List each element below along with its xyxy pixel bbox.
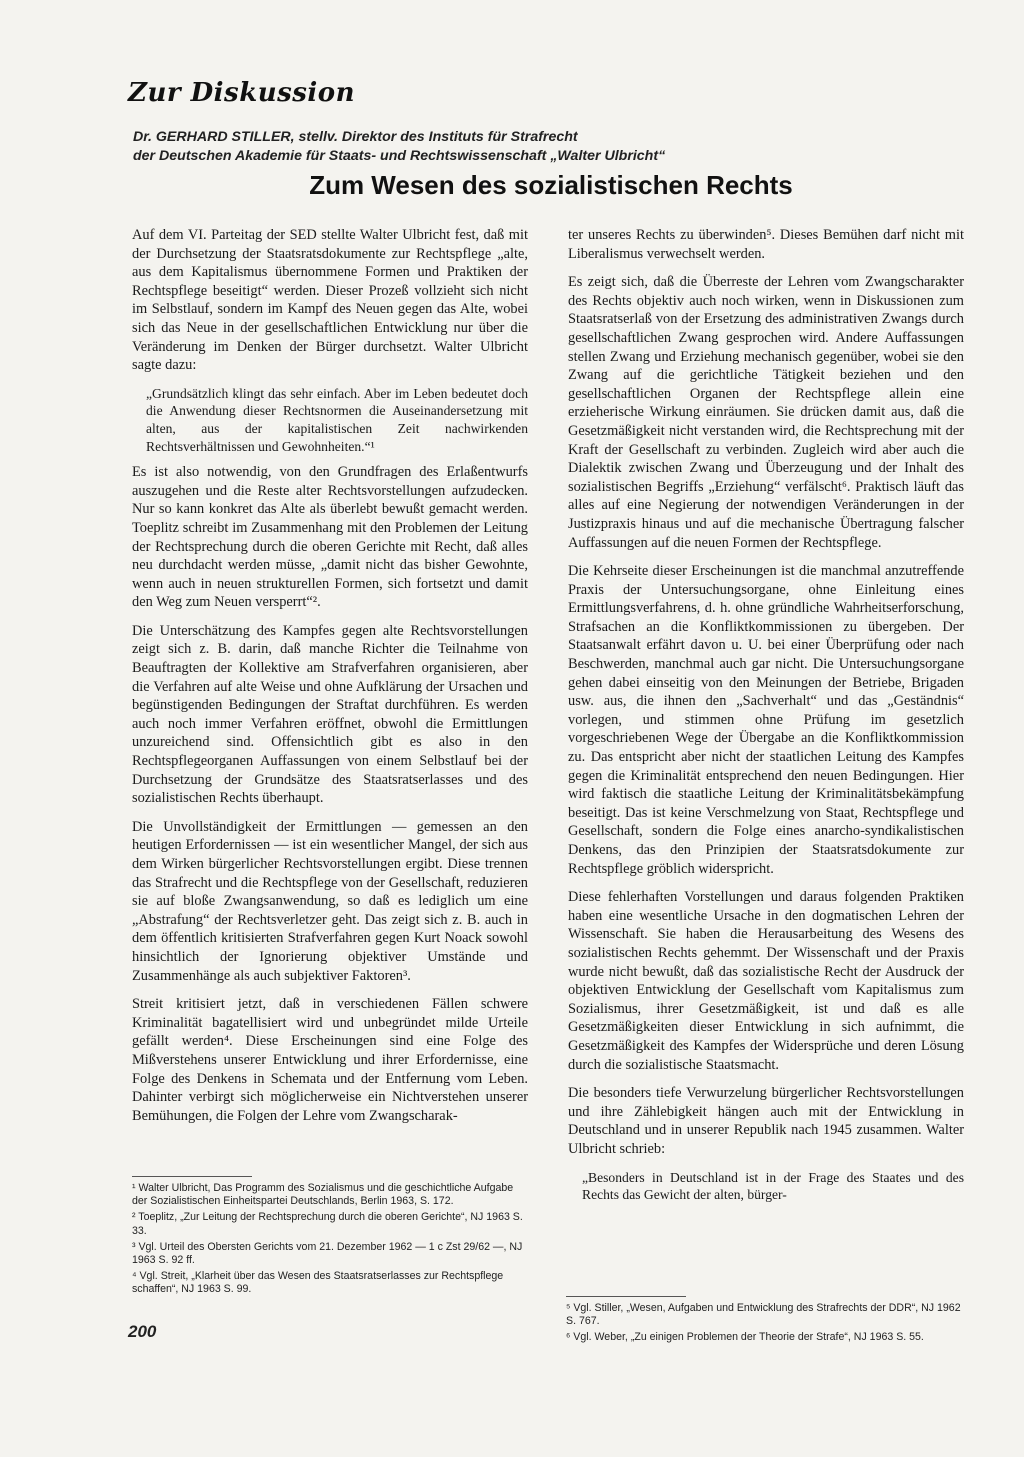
paragraph: Die Unvollständigkeit der Ermittlungen — gemessen an den heutigen Erfordernissen — ist ein wesentlicher Mangel, der sich aus dem Wirken bürgerlicher Rechtsvorstellungen ergibt. Diese trennen das Strafrecht und die Rechtspflege von der Gesellschaft, reduzieren sie auf bloße Zwangsanwendung, so daß es lediglich um eine „Abstrafung“ der Rechtsverletzer geht. Das zeigt sich z. B. auch in dem öffentlich kritisierten Strafverfahren gegen Kurt Noack sowohl hinsichtlich der Ignorierung objektiver Umstände und Zusammenhänge als auch subjektiver Faktoren³. <box>132 818 528 984</box>
author-line-2: der Deutschen Akademie für Staats- und Rechtswissenschaft „Walter Ulbricht“ <box>133 148 666 164</box>
footnote: ⁵ Vgl. Stiller, „Wesen, Aufgaben und Entwicklung des Strafrechts der DDR“, NJ 1962 S. 767. <box>566 1302 961 1328</box>
footnotes-left <box>132 1182 530 1300</box>
section-rubric: Zur Diskussion <box>128 78 356 108</box>
block-quote: „Grundsätzlich klingt das sehr einfach. Aber im Leben bedeutet doch die Anwendung dieser Rechtsnormen die Auseinandersetzung mit alten, aus der kapitalistischen Zeit nachwirkenden Rechtsverhältnissen und Gewohnheiten.“¹ <box>146 385 528 454</box>
paragraph: Streit kritisiert jetzt, daß in verschiedenen Fällen schwere Kriminalität bagatellisiert wird und unbegründet milde Urteile gefällt werden⁴. Diese Erscheinungen sind eine Folge des Mißverstehens unserer Entwicklung und ihrer Erfordernisse, eine Folge des Denkens in Schemata und der Entfernung vom Leben. Dahinter verbirgt sich möglicherweise ein Nichtverstehen unserer Bemühungen, die Folgen der Lehre vom Zwangscharak- <box>132 996 528 1124</box>
footnote: ¹ Walter Ulbricht, Das Programm des Sozialismus und die geschichtliche Aufgabe der Sozialistischen Einheitspartei Deutschlands, Berlin 1963, S. 172. <box>132 1182 514 1208</box>
footnote: ⁶ Vgl. Weber, „Zu einigen Problemen der Theorie der Strafe“, NJ 1963 S. 55. <box>566 1331 924 1344</box>
page-number: 200 <box>128 1322 157 1341</box>
footnote: ² Toeplitz, „Zur Leitung der Rechtsprechung durch die oberen Gerichte“, NJ 1963 S. 33. <box>132 1211 523 1237</box>
block-quote: „Besonders in Deutschland ist in der Frage des Staates und des Rechts das Gewicht der alten, bürger- <box>582 1169 964 1203</box>
paragraph: Die Kehrseite dieser Erscheinungen ist die manchmal anzutreffende Praxis der Untersuchungsorgane, ohne Einleitung eines Ermittlungsverfahrens, d. h. ohne gründliche Wahrheitserforschung, Strafsachen an die Konfliktkommissionen zu übergeben. Der Staatsanwalt erfährt davon u. U. bei einer Überprüfung oder nach Beschwerden, manchmal auch gar nicht. Die Untersuchungsorgane gehen dabei einseitig von den Meinungen der Betriebe, Brigaden usw. aus, die ihnen den „Sachverhalt“ und das „Geständnis“ vorlegen, und stimmen ohne Prüfung im gesetzlich vorgeschriebenen Wege der Übergabe an die Konfliktkommission zu. Das entspricht aber nicht der staatlichen Leitung des Kampfes gegen die Kriminalität entsprechend den neuen Bedingungen. Hier wird faktisch die staatliche Leitung der Kriminalitätsbekämpfung beseitigt. Das ist keine Verschmelzung von Staat, Rechtspflege und Gesellschaft, sondern die Folge eines anarcho-syndikalistischen Denkens, das den Prinzipien der Staatsratsdokumente zur Rechtspflege gröblich widerspricht. <box>568 563 964 877</box>
footnote: ³ Vgl. Urteil des Obersten Gerichts vom 21. Dezember 1962 — 1 c Zst 29/62 —, NJ 1963 S. 92 ff. <box>132 1240 523 1267</box>
footnote: ⁴ Vgl. Streit, „Klarheit über das Wesen des Staatsratserlasses zur Rechtspflege schaffen“, NJ 1963 S. 99. <box>132 1270 504 1296</box>
paragraph: Es ist also notwendig, von den Grundfragen des Erlaßentwurfs auszugehen und die Reste alter Rechtsvorstellungen aufzudecken. Nur so kann konkret das Alte als überlebt bewußt gemacht werden. Toeplitz schreibt im Zusammenhang mit den Problemen der Leitung der Rechtsprechung durch die oberen Gerichte mit Recht, daß alles neu durchdacht werden müsse, „damit nicht das bisher Gewohnte, wenn auch in neuen strukturellen Formen, sich fortsetzt und damit den Weg zum Neuen versperrt“². <box>132 464 528 611</box>
paragraph: ter unseres Rechts zu überwinden⁵. Dieses Bemühen darf nicht mit Liberalismus verwechselt werden. <box>568 227 964 262</box>
footnotes-right <box>566 1302 964 1348</box>
left-column <box>132 226 528 1135</box>
paragraph: Die Unterschätzung des Kampfes gegen alte Rechtsvorstellungen zeigt sich z. B. darin, daß manche Richter die Teilnahme von Beauftragten der Kollektive am Strafverfahren organisieren, aber die Verfahren auf alte Weise und ohne Aufklärung der Ursachen und begünstigenden Bedingungen der Straftat durchführen. Es werden auch noch immer Verfahren eröffnet, obwohl die Ermittlungen unzureichend sind. Offensichtlich gibt es also in den Rechtspflegeorganen Auffassungen von einem Selbstlauf bei der Durchsetzung der Grundsätze des Staatsratserlasses und des sozialistischen Rechts überhaupt. <box>132 622 528 807</box>
right-column <box>568 226 964 1212</box>
footnote-divider <box>132 1176 252 1177</box>
paragraph: Auf dem VI. Parteitag der SED stellte Walter Ulbricht fest, daß mit der Durchsetzung der Staatsratsdokumente zur Rechtspflege „alte, aus dem Kapitalismus übernommene Formen und Praktiken der Rechtspflege beseitigt“ werden. Dieser Prozeß vollzieht sich nicht im Selbstlauf, sondern im Kampf des Neuen gegen das Alte, wobei sich das Neue in der gesellschaftlichen Entwicklung nur über die Veränderung im Denken der Bürger durchsetzt. Walter Ulbricht sagte dazu: <box>132 227 528 374</box>
paragraph: Diese fehlerhaften Vorstellungen und daraus folgenden Praktiken haben eine wesentliche Ursache in den dogmatischen Lehren der Wissenschaft. Sie haben die Herausarbeitung des Wesens des sozialistischen Rechts gehemmt. Der Wissenschaft und der Praxis wurde nicht bewußt, daß das sozialistische Recht der Ausdruck der objektiven Entwicklung der Gesellschaft vom Kapitalismus zum Sozialismus, ihrer Gesetzmäßigkeit, ist und daß es alle Gesetzmäßigkeiten dieser Entwicklung in sich aufnimmt, die Gesetzmäßigkeit des Kampfes der Widersprüche und deren Lösung durch die sozialistische Staatsmacht. <box>568 889 964 1073</box>
footnote-divider <box>566 1296 686 1297</box>
paragraph: Die besonders tiefe Verwurzelung bürgerlicher Rechtsvorstellungen und ihre Zählebigkeit hängen auch mit der Entwicklung in Deutschland und in unserer Republik nach 1945 zusammen. Walter Ulbricht schrieb: <box>568 1085 964 1157</box>
paragraph: Es zeigt sich, daß die Überreste der Lehren vom Zwangscharakter des Rechts objektiv auch noch wirken, wenn in Diskussionen zum Staatsratserlaß von der Ersetzung des administrativen Zwangs durch gesellschaftlichen Zwang gesprochen wird. Andere Auffassungen stellen Zwang und Erziehung mechanisch gegenüber, wobei sie den Zwang auf die gerichtliche Tätigkeit beziehen und den gesellschaftlichen Organen der Rechtspflege allein eine erzieherische Wirkung einräumen. Sie drücken damit aus, daß die Gesetzmäßigkeit nicht verstanden wird, die Rechtsprechung mit der Kraft der Gesellschaft zu verbinden. Zugleich wird aber auch die Dialektik zwischen Zwang und Überzeugung und der Inhalt des sozialistischen Begriffs „Erziehung“ verfälscht⁶. Praktisch läuft das alles auf eine Negierung der notwendigen Veränderungen in der Justizpraxis hinaus und auf die mechanische Übertragung falscher Auffassungen auf die neuen Formen der Rechtspflege. <box>568 274 964 551</box>
author-line-1: Dr. GERHARD STILLER, stellv. Direktor des Instituts für Strafrecht <box>133 129 578 145</box>
author-line <box>133 128 963 166</box>
article-title: Zum Wesen des sozialistischen Rechts <box>309 170 793 200</box>
